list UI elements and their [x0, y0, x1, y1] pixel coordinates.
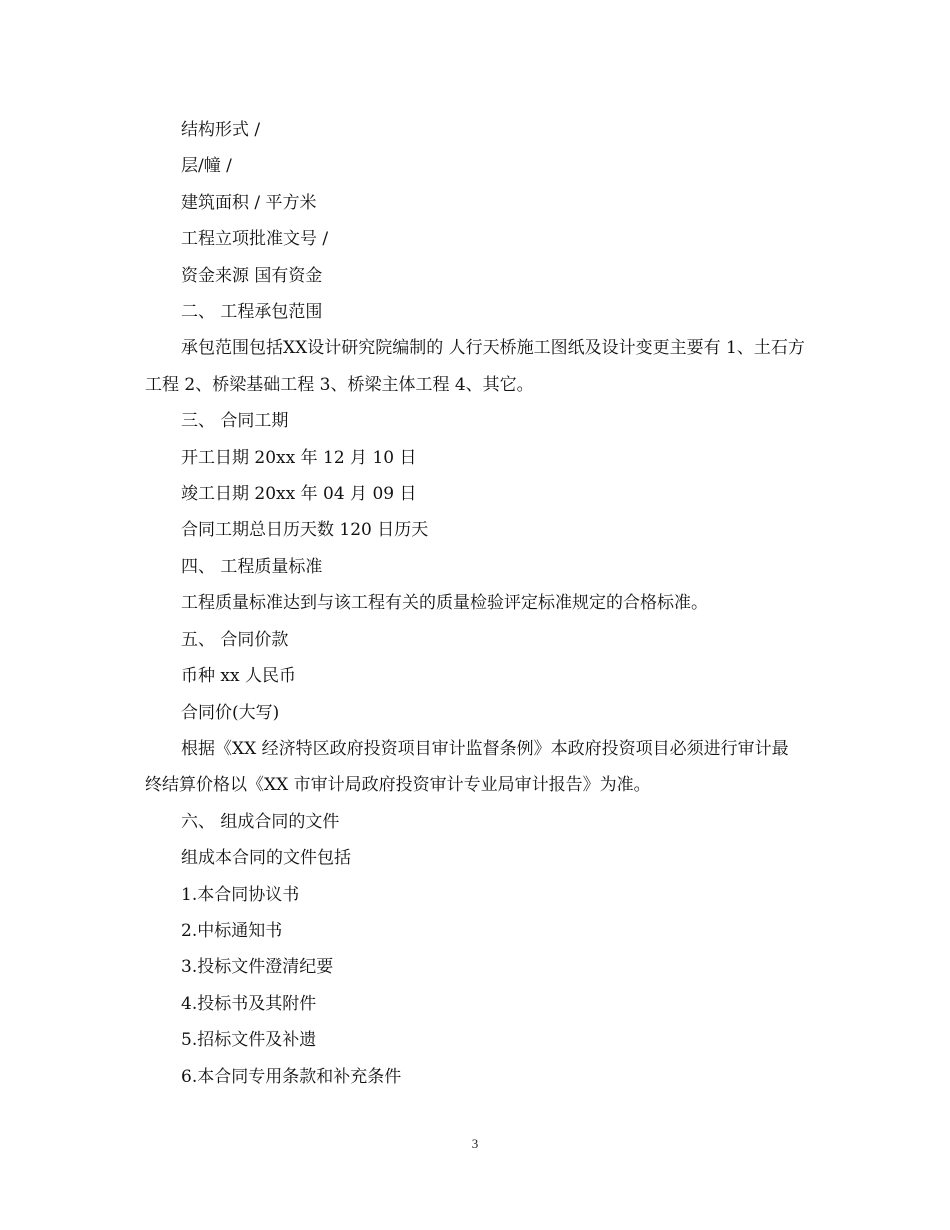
list-item: 5.招标文件及补遗: [181, 1030, 317, 1051]
documents-intro: 组成本合同的文件包括: [181, 848, 351, 869]
field-start-date: 开工日期 20xx 年 12 月 10 日: [181, 447, 417, 468]
list-item: 3.投标文件澄清纪要: [181, 957, 334, 978]
section-heading-quality: 四、 工程质量标准: [181, 556, 323, 577]
field-building-area: 建筑面积 / 平方米: [181, 192, 317, 213]
page-number: 3: [471, 1136, 479, 1151]
field-floors: 层/幢 /: [181, 156, 232, 177]
section-heading-period: 三、 合同工期: [181, 411, 289, 432]
scope-paragraph: 承包范围包括XX设计研究院编制的 人行天桥施工图纸及设计变更主要有 1、土石方工程 2、桥梁基础工程 3、桥梁主体工程 4、其它。: [145, 338, 805, 395]
field-completion-date: 竣工日期 20xx 年 04 月 09 日: [181, 484, 417, 505]
list-item: 2.中标通知书: [181, 920, 283, 941]
field-total-days: 合同工期总日历天数 120 日历天: [181, 520, 429, 541]
list-item: 1.本合同协议书: [181, 884, 300, 905]
quality-statement: 工程质量标准达到与该工程有关的质量检验评定标准规定的合格标准。: [181, 593, 708, 614]
list-item: 4.投标书及其附件: [181, 993, 317, 1014]
section-heading-documents: 六、 组成合同的文件: [181, 811, 340, 832]
document-body: [145, 112, 805, 1095]
field-fund-source: 资金来源 国有资金: [181, 265, 323, 286]
field-approval-number: 工程立项批准文号 /: [181, 229, 329, 250]
field-structure-form: 结构形式 /: [181, 120, 261, 140]
list-item: 6.本合同专用条款和补充条件: [181, 1066, 402, 1087]
field-contract-price: 合同价(大写): [181, 702, 280, 723]
section-heading-price: 五、 合同价款: [181, 629, 289, 650]
field-currency: 币种 xx 人民币: [181, 666, 296, 687]
section-heading-scope: 二、 工程承包范围: [181, 302, 323, 323]
audit-paragraph: 根据《XX 经济特区政府投资项目审计监督条例》本政府投资项目必须进行审计最终结算价格以《XX 市审计局政府投资审计专业局审计报告》为准。: [145, 738, 789, 796]
